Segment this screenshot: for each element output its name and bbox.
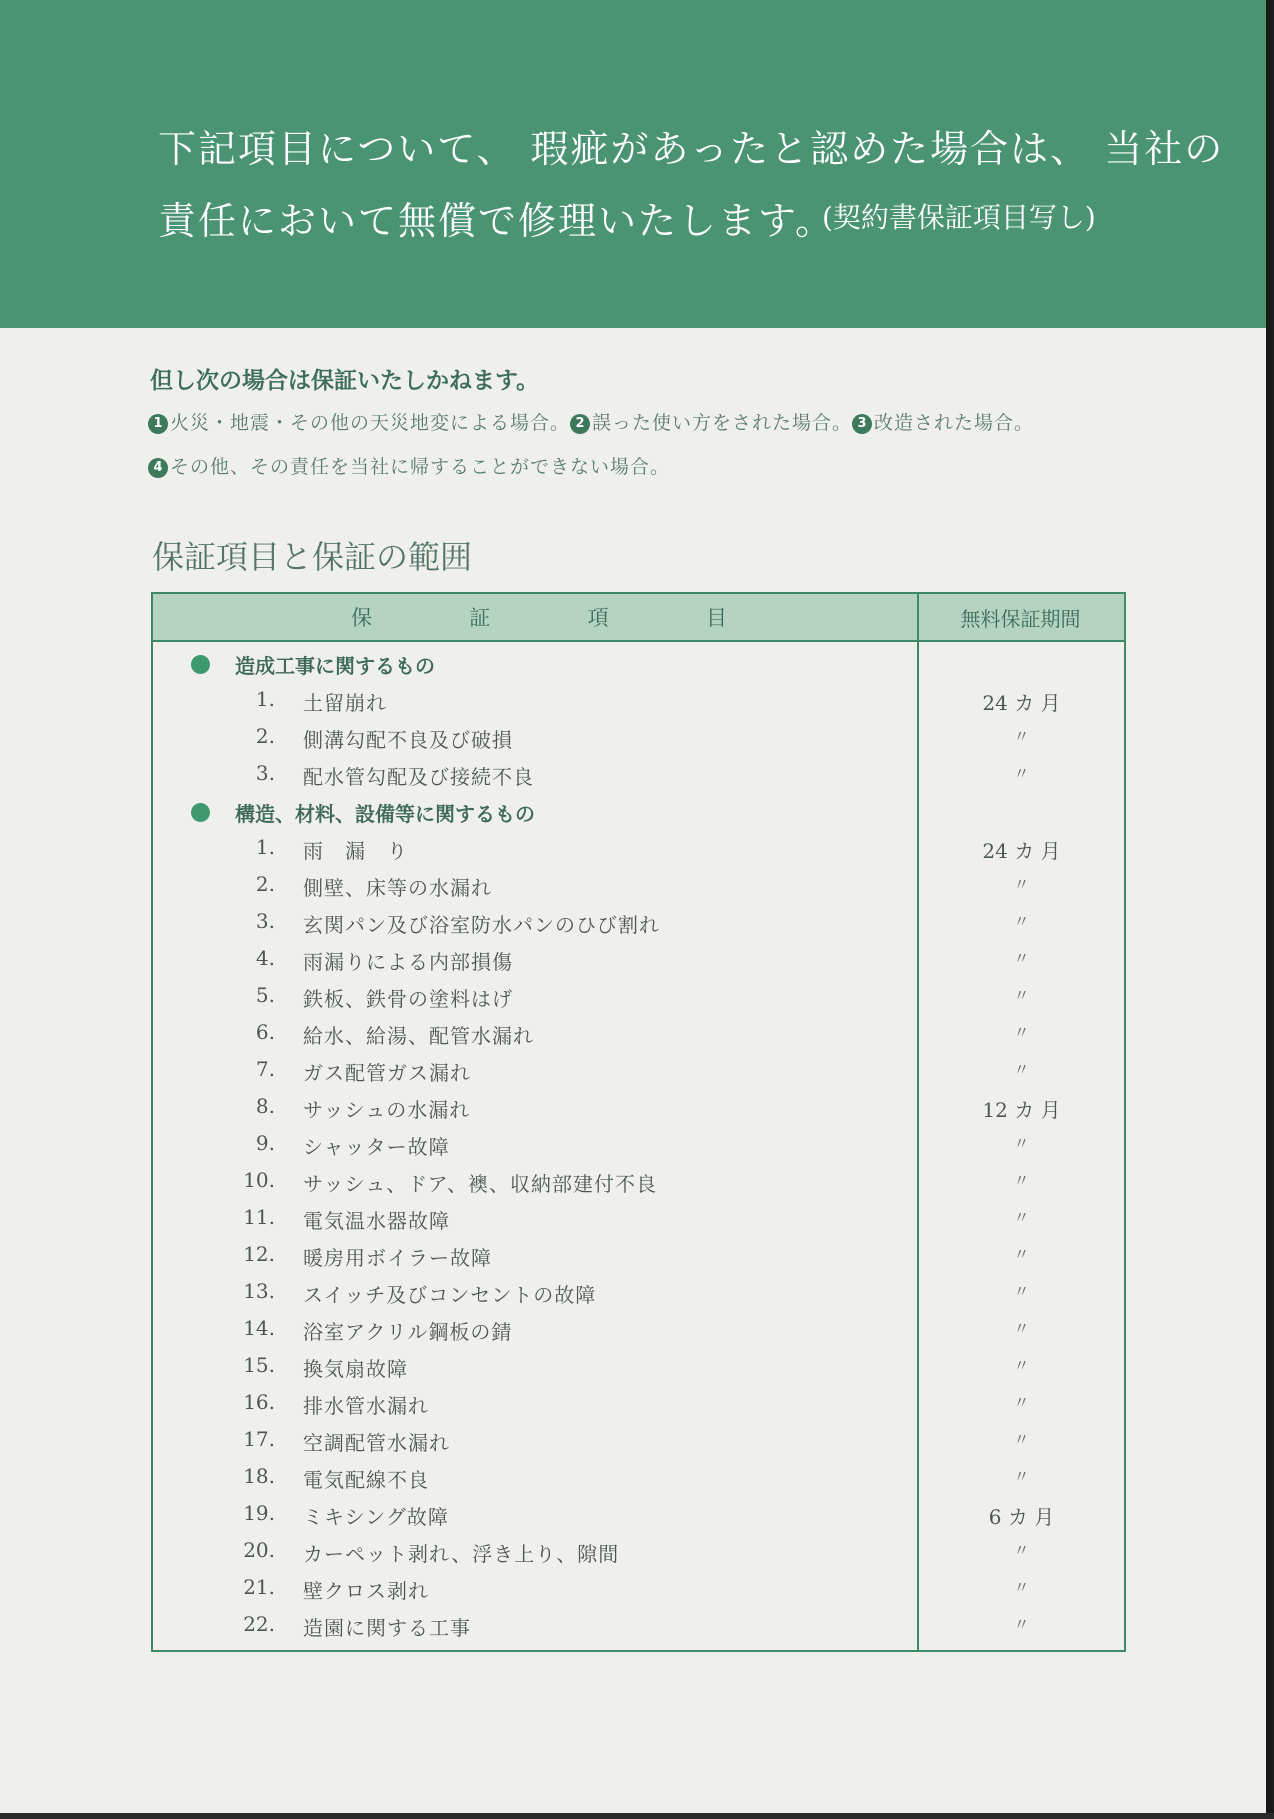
exception-item: 火災・地震・その他の天災地変による場合。 [170,412,571,434]
item-number: 18. [243,1464,275,1488]
item-period: 〃 [1013,1023,1030,1042]
item-number: 8. [255,1094,275,1118]
item-period: 〃 [1013,764,1030,783]
table-row [153,1608,1124,1645]
scan-edge-bottom [0,1813,1274,1819]
item-number: 20. [243,1538,275,1562]
exceptions-line-1 [148,408,1034,435]
bullet-dot-icon [191,655,210,674]
item-text: カーペット剥れ、浮き上り、隙間 [303,1542,620,1566]
header-char: 項 [587,606,609,630]
number-badge-icon: 4 [148,458,168,478]
table-row [153,1090,1124,1127]
category-label: 造成工事に関するもの [235,654,435,678]
header-free-period: 無料保証期間 [960,606,1081,631]
item-text: スイッチ及びコンセントの故障 [303,1283,597,1307]
item-period: 〃 [1013,912,1030,931]
table-row [153,979,1124,1016]
table-row [153,1497,1124,1534]
item-text: サッシュ、ドア、襖、収納部建付不良 [303,1172,657,1196]
item-number: 19. [243,1501,275,1525]
header-banner [0,0,1266,328]
item-period: 〃 [1013,1467,1030,1486]
item-period: 24 カ 月 [982,691,1061,715]
item-text: 鉄板、鉄骨の塗料はげ [303,987,513,1011]
item-period: 〃 [1013,1430,1030,1449]
item-period: 〃 [1013,1615,1030,1634]
section-title: 保証項目と保証の範囲 [152,538,473,576]
table-row [153,831,1124,868]
item-text: 電気温水器故障 [303,1209,450,1233]
table-row [153,868,1124,905]
item-period: 〃 [1013,1319,1030,1338]
item-text: 空調配管水漏れ [303,1431,450,1455]
item-text: ミキシング故障 [303,1505,449,1529]
table-row [153,1275,1124,1312]
table-row [153,1312,1124,1349]
item-period: 〃 [1013,1541,1030,1560]
item-period: 12 カ 月 [982,1098,1061,1122]
table-row [153,1571,1124,1608]
exception-item: 誤った使い方をされた場合。 [592,412,853,434]
item-number: 6. [255,1020,275,1044]
warranty-table [151,592,1126,1652]
exception-item: 改造された場合。 [874,412,1035,434]
table-row [153,1016,1124,1053]
item-period: 〃 [1013,1060,1030,1079]
header-line-2: 責任において無償で修理いたします。 [158,199,835,243]
item-number: 5. [255,983,275,1007]
bullet-dot-icon [191,803,210,822]
item-period: 〃 [1013,875,1030,894]
item-number: 11. [243,1205,275,1229]
item-number: 14. [243,1316,275,1340]
item-period: 〃 [1013,986,1030,1005]
table-row [153,720,1124,757]
item-number: 2. [255,724,275,748]
table-row [153,1349,1124,1386]
table-row [153,1238,1124,1275]
item-period: 6 カ 月 [988,1505,1055,1529]
header-note: (契約書保証項目写し) [822,201,1096,234]
number-badge-icon: 2 [570,414,590,434]
item-number: 4. [255,946,275,970]
scan-edge-right [1266,0,1274,1819]
table-header [153,594,1124,642]
item-text: 側溝勾配不良及び破損 [303,728,513,752]
item-text: 土留崩れ [303,691,387,715]
item-number: 9. [255,1131,275,1155]
item-text: ガス配管ガス漏れ [303,1061,471,1085]
item-text: 暖房用ボイラー故障 [303,1246,492,1270]
item-number: 17. [243,1427,275,1451]
item-text: 配水管勾配及び接続不良 [303,765,534,789]
table-row [153,905,1124,942]
item-text: 壁クロス剥れ [303,1579,429,1603]
item-number: 12. [243,1242,275,1266]
table-row [153,1164,1124,1201]
table-row [153,1201,1124,1238]
item-number: 2. [255,872,275,896]
item-text: 雨 漏 り [303,839,408,863]
item-number: 21. [243,1575,275,1599]
item-text: 給水、給湯、配管水漏れ [303,1024,534,1048]
table-row [153,1423,1124,1460]
item-period: 〃 [1013,1578,1030,1597]
item-text: サッシュの水漏れ [303,1098,471,1122]
category-row [153,794,1124,831]
item-number: 13. [243,1279,275,1303]
item-text: 浴室アクリル鋼板の錆 [303,1320,513,1344]
item-period: 〃 [1013,949,1030,968]
item-text: 雨漏りによる内部損傷 [303,950,513,974]
item-number: 7. [255,1057,275,1081]
item-period: 〃 [1013,1134,1030,1153]
item-number: 22. [243,1612,275,1636]
category-row [153,646,1124,683]
exceptions-line-2 [148,452,670,479]
item-text: 電気配線不良 [303,1468,429,1492]
table-row [153,1127,1124,1164]
item-number: 16. [243,1390,275,1414]
item-text: 側壁、床等の水漏れ [303,876,492,900]
item-period: 24 カ 月 [982,839,1061,863]
number-badge-icon: 1 [148,414,168,434]
exceptions-heading: 但し次の場合は保証いたしかねます。 [150,368,540,394]
header-warranty-item [153,594,917,640]
item-period: 〃 [1013,1208,1030,1227]
header-line-1: 下記項目について、 瑕疵があったと認めた場合は、 当社の [158,127,1225,171]
item-period: 〃 [1013,1356,1030,1375]
item-number: 1. [255,687,275,711]
table-row [153,683,1124,720]
item-number: 3. [255,909,275,933]
table-row [153,942,1124,979]
item-number: 15. [243,1353,275,1377]
number-badge-icon: 3 [852,414,872,434]
item-text: 換気扇故障 [303,1357,408,1381]
header-char: 目 [705,606,727,630]
item-period: 〃 [1013,727,1030,746]
item-text: 造園に関する工事 [303,1616,471,1640]
item-text: 玄関パン及び浴室防水パンのひび割れ [303,913,660,937]
table-row [153,1053,1124,1090]
item-text: 排水管水漏れ [303,1394,429,1418]
item-period: 〃 [1013,1171,1030,1190]
exception-item: その他、その責任を当社に帰することができない場合。 [170,456,671,478]
item-number: 3. [255,761,275,785]
item-number: 10. [243,1168,275,1192]
table-row [153,757,1124,794]
item-number: 1. [255,835,275,859]
header-char: 保 [351,606,372,630]
item-period: 〃 [1013,1393,1030,1412]
item-text: シャッター故障 [303,1135,450,1159]
header-char: 証 [469,606,491,630]
item-period: 〃 [1013,1245,1030,1264]
table-row [153,1386,1124,1423]
table-row [153,1534,1124,1571]
item-period: 〃 [1013,1282,1030,1301]
table-row [153,1460,1124,1497]
category-label: 構造、材料、設備等に関するもの [235,802,535,826]
